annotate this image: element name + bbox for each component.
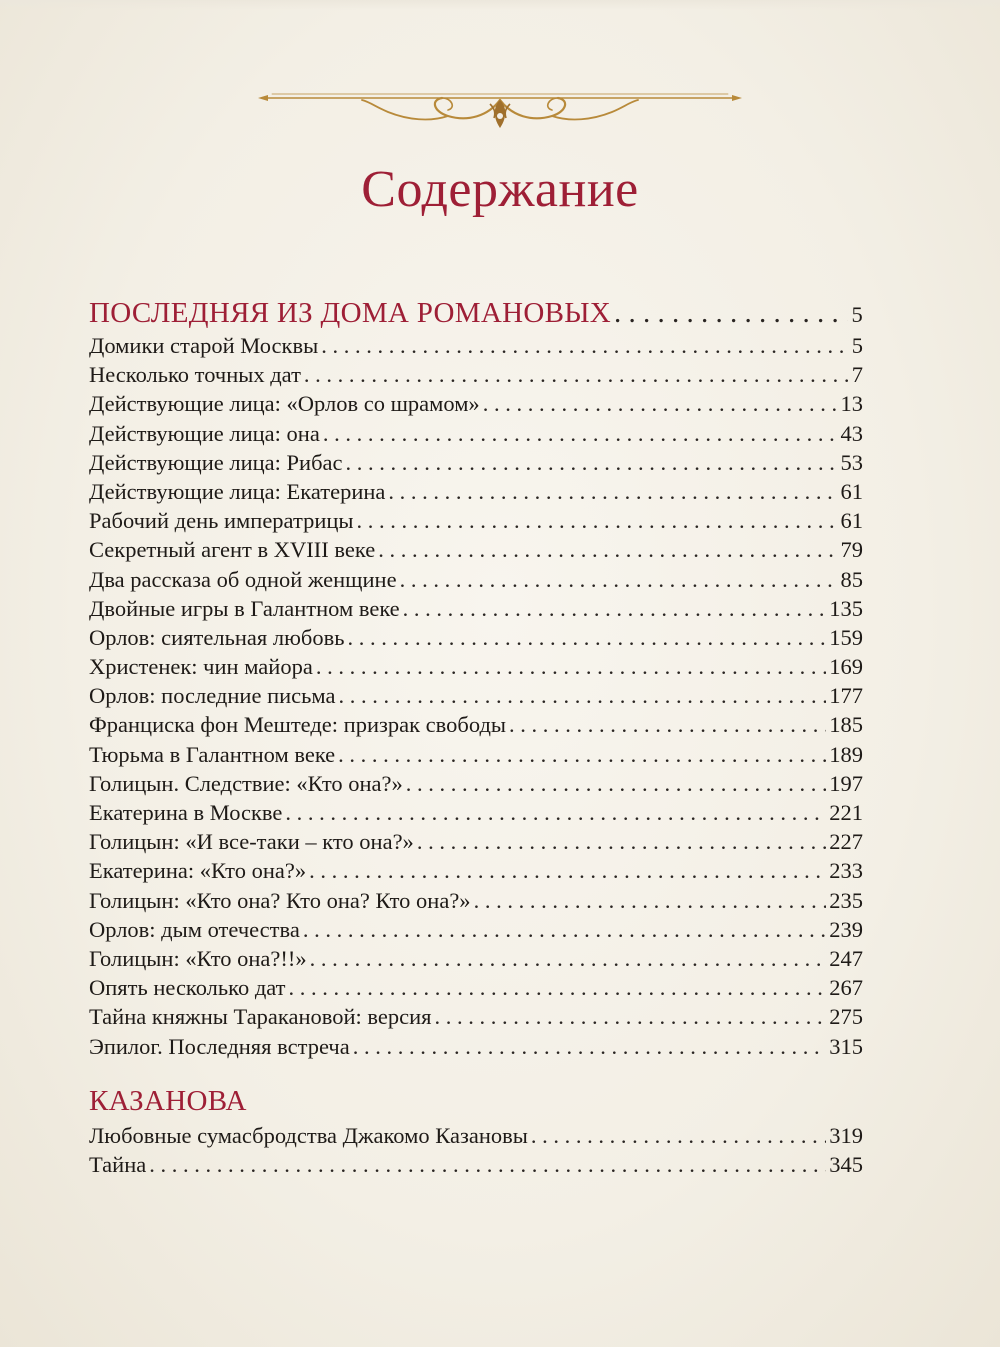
- entry-title: Действующие лица: «Орлов со шрамом»: [89, 391, 480, 417]
- page-title: Содержание: [361, 161, 639, 218]
- dot-leader: [509, 712, 826, 738]
- dot-leader: [316, 654, 826, 680]
- page-number: 275: [829, 1004, 863, 1030]
- dot-leader: [338, 742, 826, 768]
- page-top-edge: [0, 0, 1000, 10]
- dot-leader: [309, 858, 826, 884]
- toc-entry: [89, 421, 863, 450]
- entry-title: Екатерина в Москве: [89, 800, 283, 825]
- section-heading: КАЗАНОВА: [89, 1085, 247, 1117]
- toc-entry: [89, 917, 863, 946]
- dot-leader: [435, 1004, 827, 1030]
- toc-entry: [89, 625, 863, 654]
- toc-entry: [89, 450, 863, 479]
- dot-leader: [289, 975, 827, 1001]
- page-number: 85: [840, 566, 863, 592]
- dot-leader: [310, 946, 827, 972]
- toc-entry: [89, 1152, 863, 1181]
- toc-entry: [89, 508, 863, 537]
- page-number: 185: [829, 712, 863, 738]
- dot-leader: [378, 537, 837, 563]
- toc-entry: [89, 596, 863, 625]
- page-number: 247: [829, 945, 863, 971]
- page-number: 169: [829, 654, 863, 680]
- page-number: 239: [829, 916, 863, 942]
- entry-title: Действующие лица: она: [89, 420, 320, 446]
- dot-leader: [346, 450, 838, 476]
- dot-leader: [614, 297, 848, 330]
- dot-leader: [285, 800, 826, 826]
- toc-entry: [89, 654, 863, 683]
- entry-title: Орлов: сиятельная любовь: [89, 624, 345, 650]
- page-number: 61: [840, 478, 863, 504]
- toc-section-casanova: [89, 1085, 863, 1181]
- page-number: 159: [829, 624, 863, 650]
- entry-title: Действующие лица: Рибас: [89, 449, 343, 475]
- page-number: 235: [829, 887, 863, 913]
- dot-leader: [531, 1123, 826, 1149]
- entry-title: Рабочий день императрицы: [89, 508, 354, 534]
- toc-entry: [89, 479, 863, 508]
- toc-entry: [89, 683, 863, 712]
- page-number: 319: [829, 1123, 863, 1148]
- dot-leader: [417, 829, 826, 855]
- page-number: 61: [840, 508, 863, 534]
- page-number: 5: [851, 302, 863, 327]
- toc-entry: [89, 742, 863, 771]
- dot-leader: [338, 683, 826, 709]
- entry-title: Домики старой Москвы: [89, 333, 319, 358]
- entry-title: Любовные сумасбродства Джакомо Казановы: [89, 1123, 528, 1148]
- dot-leader: [400, 567, 838, 593]
- toc-entry: [89, 800, 863, 829]
- entry-title: Несколько точных дат: [89, 362, 301, 388]
- toc-entry: [89, 975, 863, 1004]
- dot-leader: [323, 421, 838, 447]
- toc-section-romanovs: [89, 297, 863, 1063]
- ornament-divider-icon: [258, 86, 742, 132]
- dot-leader: [403, 596, 827, 622]
- dot-leader: [149, 1152, 826, 1178]
- toc-entry: [89, 362, 863, 391]
- toc-entry: [89, 858, 863, 887]
- toc-entry: [89, 888, 863, 917]
- toc-entry: [89, 771, 863, 800]
- entry-title: Тайна княжны Таракановой: версия: [89, 1004, 432, 1030]
- page-number: 227: [829, 829, 863, 855]
- dot-leader: [348, 625, 827, 651]
- page-number: 5: [851, 333, 863, 358]
- toc-entry: [89, 567, 863, 596]
- page-number: 221: [829, 800, 863, 825]
- page-number: 267: [829, 975, 863, 1001]
- toc-entry: [89, 333, 863, 362]
- entry-title: Тайна: [89, 1152, 147, 1178]
- page-number: 315: [829, 1033, 863, 1059]
- toc-heading-row: [89, 297, 863, 333]
- entry-title: Голицын. Следствие: «Кто она?»: [89, 770, 403, 796]
- dot-leader: [303, 917, 826, 943]
- page-number: 197: [829, 770, 863, 796]
- toc-heading-row: [89, 1085, 863, 1123]
- entry-title: Орлов: дым отечества: [89, 916, 300, 942]
- page-number: 7: [851, 362, 863, 388]
- toc-entry: [89, 829, 863, 858]
- entry-title: Христенек: чин майора: [89, 654, 313, 680]
- entry-title: Франциска фон Мештеде: призрак свободы: [89, 712, 507, 738]
- entry-title: Орлов: последние письма: [89, 683, 336, 709]
- page-number: 189: [829, 741, 863, 767]
- page-number: 233: [829, 858, 863, 884]
- entry-title: Опять несколько дат: [89, 975, 286, 1001]
- dot-leader: [321, 333, 849, 359]
- entry-title: Екатерина: «Кто она?»: [89, 858, 307, 884]
- dot-leader: [474, 888, 827, 914]
- toc-entry-list: [89, 1123, 863, 1181]
- toc-entry: [89, 391, 863, 420]
- dot-leader: [483, 391, 838, 417]
- toc-entry-list: [89, 333, 863, 1063]
- page-number: 43: [840, 420, 863, 446]
- page-number: 13: [840, 391, 863, 417]
- entry-title: Действующие лица: Екатерина: [89, 478, 386, 504]
- toc-entry: [89, 1123, 863, 1152]
- dot-leader: [406, 771, 827, 797]
- page-number: 53: [840, 449, 863, 475]
- toc-entry: [89, 712, 863, 741]
- entry-title: Два рассказа об одной женщине: [89, 566, 397, 592]
- toc-entry: [89, 537, 863, 566]
- dot-leader: [353, 1034, 827, 1060]
- dot-leader: [304, 362, 849, 388]
- entry-title: Голицын: «И все-таки – кто она?»: [89, 829, 414, 855]
- toc-entry: [89, 1004, 863, 1033]
- section-heading: ПОСЛЕДНЯЯ ИЗ ДОМА РОМАНОВЫХ: [89, 297, 612, 329]
- page-number: 79: [840, 537, 863, 563]
- entry-title: Двойные игры в Галантном веке: [89, 595, 400, 621]
- toc-entry: [89, 946, 863, 975]
- page-number: 345: [829, 1152, 863, 1178]
- entry-title: Голицын: «Кто она? Кто она? Кто она?»: [89, 887, 471, 913]
- page-number: 135: [829, 595, 863, 621]
- entry-title: Эпилог. Последняя встреча: [89, 1033, 350, 1059]
- entry-title: Голицын: «Кто она?!!»: [89, 945, 307, 971]
- toc-entry: [89, 1034, 863, 1063]
- page-number: 177: [829, 683, 863, 709]
- entry-title: Секретный агент в XVIII веке: [89, 537, 376, 563]
- dot-leader: [388, 479, 837, 505]
- dot-leader: [357, 508, 838, 534]
- entry-title: Тюрьма в Галантном веке: [89, 741, 336, 767]
